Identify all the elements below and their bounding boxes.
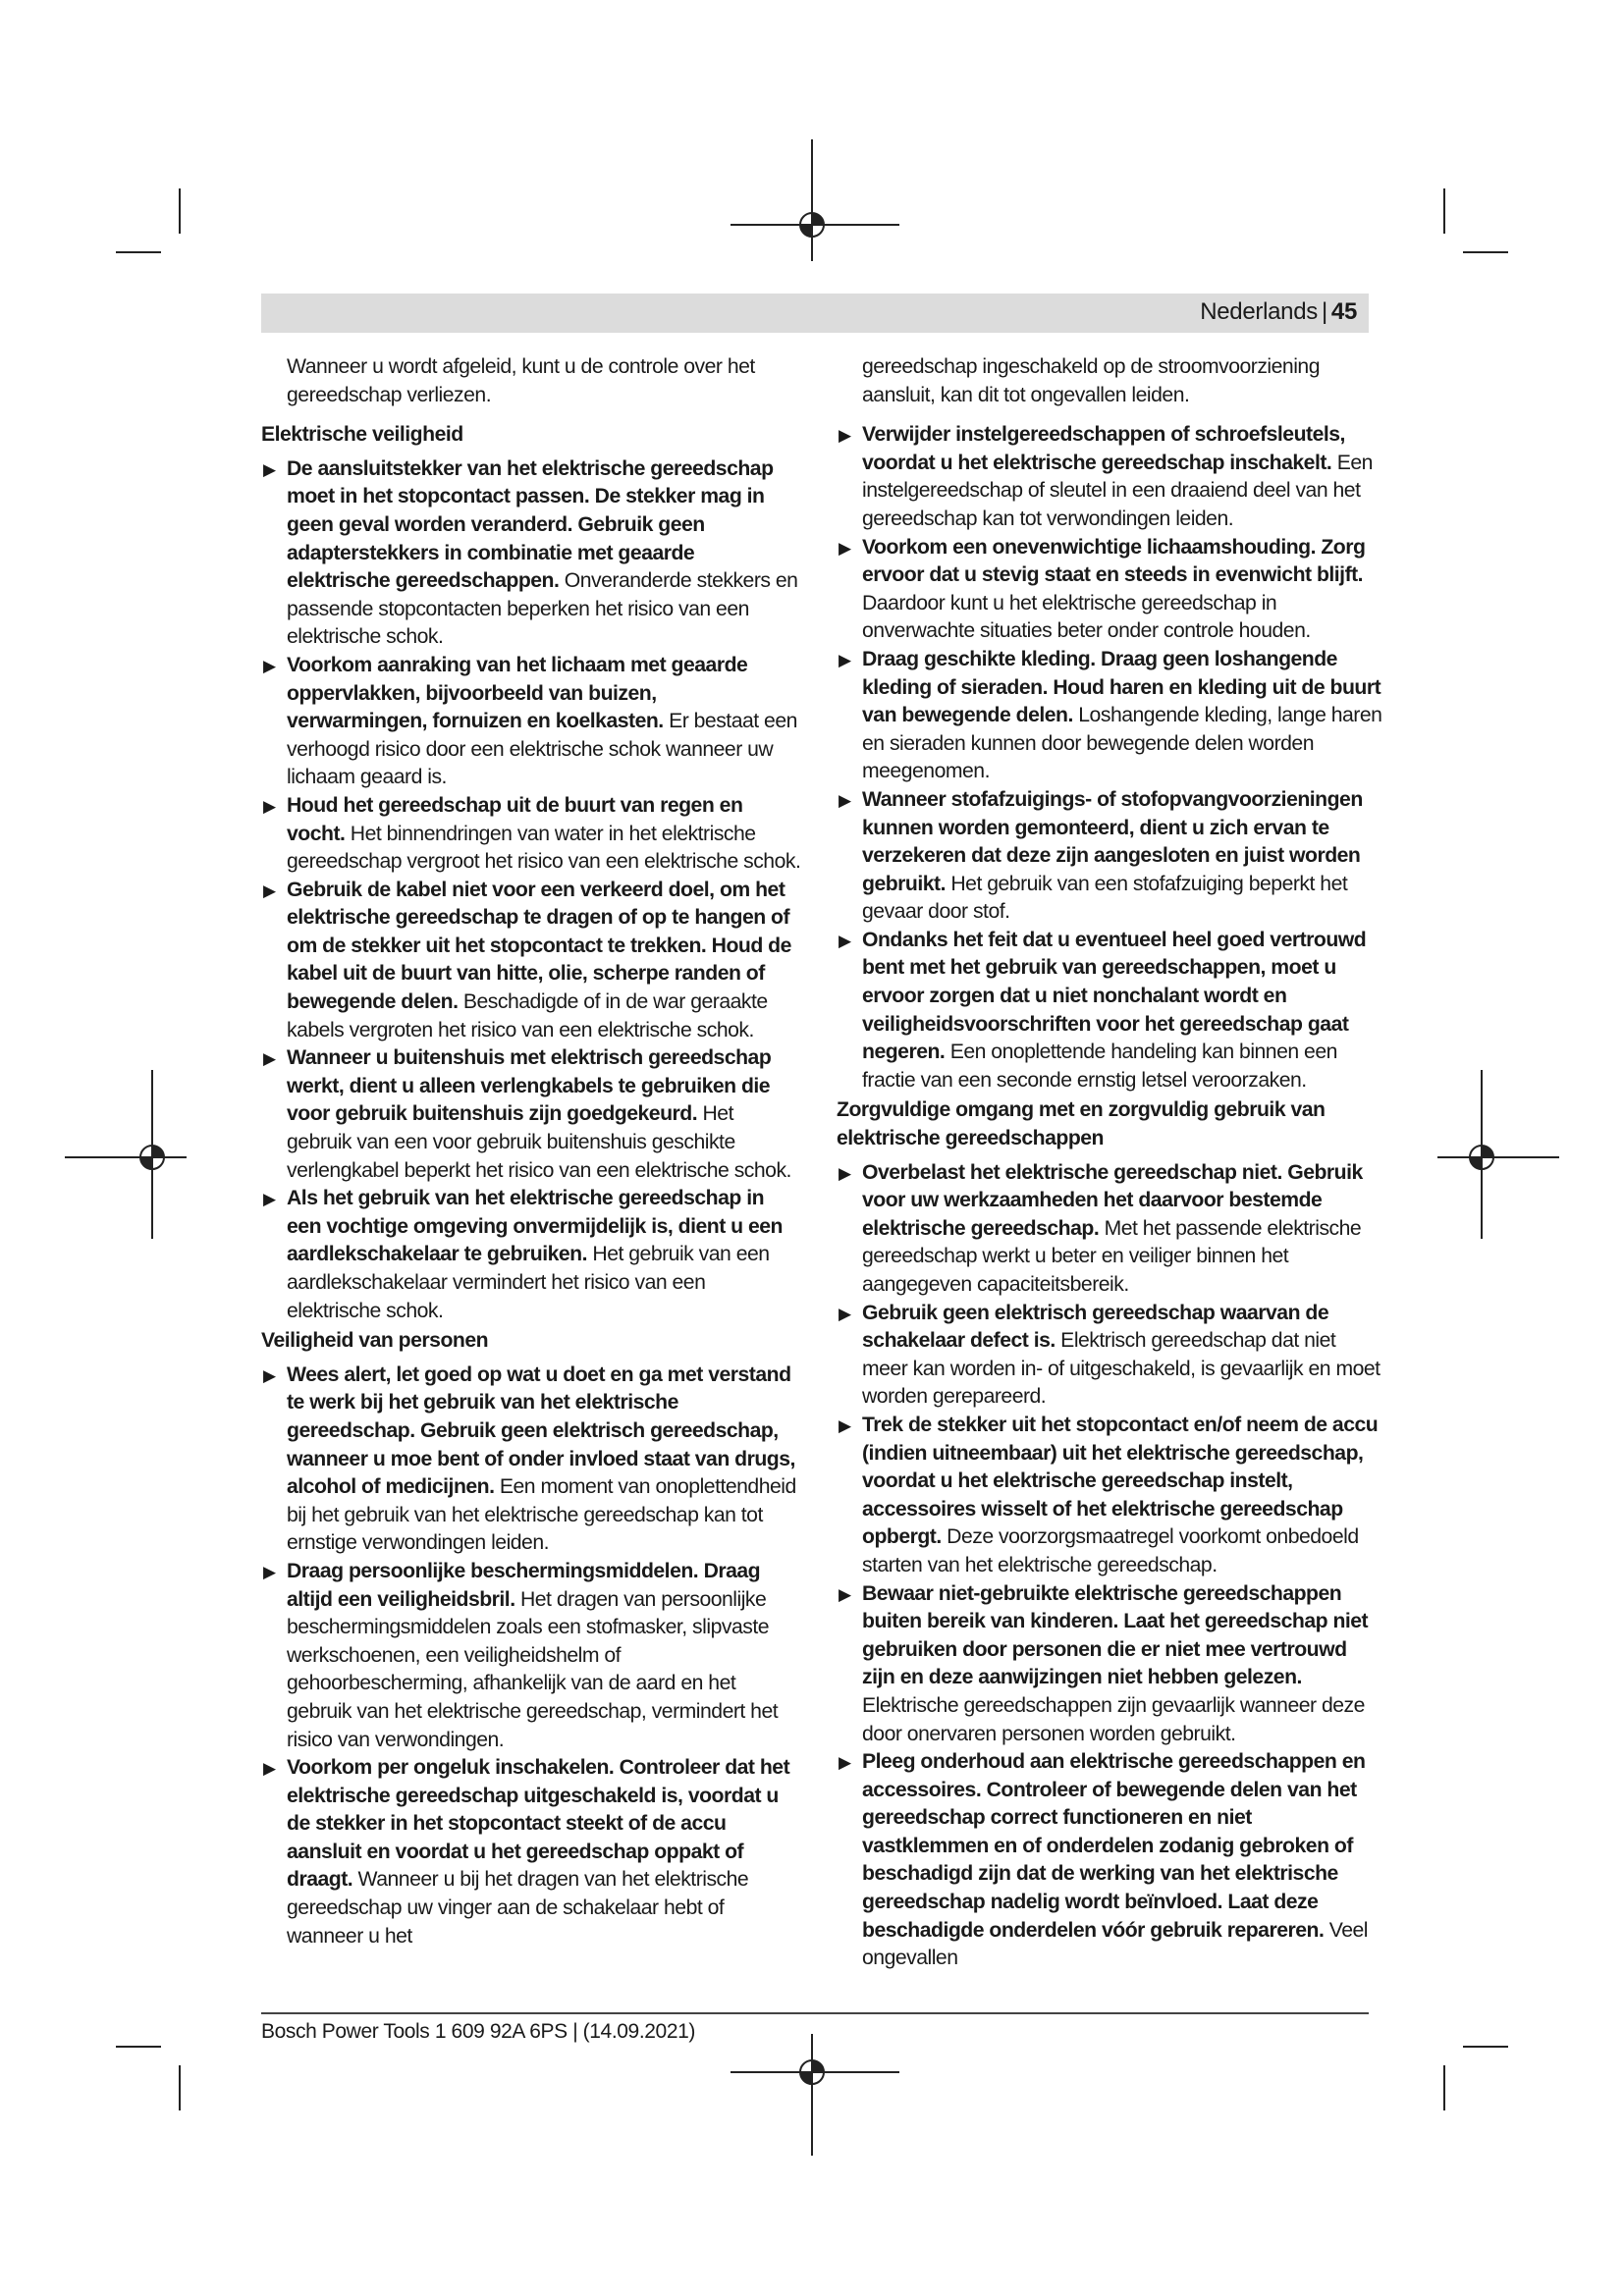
- bullet-arrow-icon: ▶: [263, 1190, 276, 1209]
- warning-bold-text: Wanneer u buitenshuis met elektrisch gereedschap werkt, dient u alleen verlengkabels te gebruiken die voor gebruik buitenshuis zijn goedgekeurd.: [287, 1046, 772, 1126]
- section-title-personal-safety: Veiligheid van personen: [261, 1329, 489, 1353]
- warning-explanation: Een instelgereedschap of sleutel in een draaiend deel van het gereedschap kan tot verwondingen leiden.: [862, 451, 1373, 530]
- registration-target-icon: [1461, 1137, 1502, 1178]
- bullet-arrow-icon: ▶: [839, 650, 851, 669]
- bullet-arrow-icon: ▶: [839, 538, 851, 558]
- warning-bold-text: Voorkom per ongeluk inschakelen. Controleer dat het elektrische gereedschap uitgeschakeld is, voordat u de stekker in het stopcontact steekt of de accu aansluit en voordat u het gereedschap oppakt of draagt.: [287, 1756, 790, 1892]
- footer-rule: [261, 2012, 1369, 2014]
- bullet-arrow-icon: ▶: [263, 459, 276, 479]
- header-language: Nederlands: [1200, 298, 1318, 325]
- crop-mark: [179, 2065, 181, 2110]
- item-list: [261, 455, 801, 1325]
- warning-bold-text: Ondanks het feit dat u eventueel heel goed vertrouwd bent met het gebruik van gereedschappen, moet u ervoor zorgen dat u niet nonchalant wordt en veiligheidsvoorschriften voor het gereedschap gaat negeren.: [862, 928, 1367, 1064]
- right-column: [837, 353, 1382, 1973]
- page-number: 45: [1330, 298, 1357, 325]
- warning-bold-text: Gebruik de kabel niet voor een verkeerd doel, om het elektrische gereedschap te dragen of op te hangen of om de stekker uit het stopcontact te trekken. Houd de kabel uit de buurt van hitte, olie, scherpe randen of bewegende delen.: [287, 878, 791, 1014]
- warning-item: [261, 455, 801, 652]
- warning-explanation: Het binnendringen van water in het elektrische gereedschap vergroot het risico van een elektrische schok.: [287, 822, 801, 874]
- warning-item: [837, 1300, 1382, 1412]
- page-footer: Bosch Power Tools 1 609 92A 6PS | (14.09.2021): [261, 2020, 695, 2043]
- bullet-arrow-icon: ▶: [263, 1365, 276, 1385]
- bullet-arrow-icon: ▶: [263, 1049, 276, 1069]
- warning-item: [837, 534, 1382, 646]
- registration-target-icon: [132, 1137, 173, 1178]
- warning-item: [261, 792, 801, 877]
- bullet-arrow-icon: ▶: [263, 656, 276, 675]
- warning-bold-text: De aansluitstekker van het elektrische gereedschap moet in het stopcontact passen. De stekker mag in geen geval worden veranderd. Gebruik geen adapterstekkers in combinatie met geaarde elektrische gereedschappen.: [287, 456, 774, 593]
- crop-mark: [1463, 251, 1508, 253]
- warning-item: [261, 652, 801, 792]
- warning-item: [261, 877, 801, 1045]
- continuation-text: gereedschap ingeschakeld op de stroomvoorziening aansluit, kan dit tot ongevallen leiden.: [862, 355, 1320, 406]
- warning-bold-text: Als het gebruik van het elektrische gereedschap in een vochtige omgeving onvermijdelijk is, dient u een aardlekschakelaar te gebruiken.: [287, 1187, 783, 1266]
- crop-mark: [116, 251, 161, 253]
- left-column: [261, 353, 801, 1950]
- bullet-arrow-icon: ▶: [839, 1753, 851, 1773]
- warning-bold-text: Wees alert, let goed op wat u doet en ga met verstand te werk bij het gebruik van het elektrische gereedschap. Gebruik geen elektrisch gereedschap, wanneer u moe bent of onder invloed staat van drugs, alcohol of medicijnen.: [287, 1362, 795, 1499]
- bullet-arrow-icon: ▶: [839, 1415, 851, 1435]
- header-label: [1200, 298, 1357, 326]
- warning-item: [837, 1412, 1382, 1580]
- warning-explanation: Deze voorzorgsmaatregel voorkomt onbedoeld starten van het elektrische gereedschap.: [862, 1525, 1359, 1576]
- warning-explanation: Elektrische gereedschappen zijn gevaarlijk wanneer deze door onervaren personen worden gebruikt.: [862, 1693, 1365, 1745]
- item-list: [837, 421, 1382, 1095]
- warning-bold-text: Voorkom een onevenwichtige lichaamshouding. Zorg ervoor dat u stevig staat en steeds in evenwicht blijft.: [862, 535, 1366, 587]
- warning-item: [261, 1558, 801, 1754]
- warning-explanation: Het dragen van persoonlijke beschermingsmiddelen zoals een stofmasker, slipvaste werkschoenen, een veiligheidshelm of gehoorbescherming, afhankelijk van de aard en het gebruik van het elektrische gereedschap, vermindert het risico van verwondingen.: [287, 1587, 779, 1751]
- warning-item: [837, 1580, 1382, 1749]
- warning-explanation: Loshangende kleding, lange haren en sieraden kunnen door bewegende delen worden meegenomen.: [862, 704, 1382, 783]
- registration-target-icon: [791, 204, 833, 245]
- header-separator: |: [1321, 298, 1327, 325]
- bullet-arrow-icon: ▶: [839, 790, 851, 810]
- section-title-careful-use: Zorgvuldige omgang met en zorgvuldig gebruik van elektrische gereedschappen: [837, 1098, 1326, 1150]
- warning-explanation: Wanneer u bij het dragen van het elektrische gereedschap uw vinger aan de schakelaar hebt of wanneer u het: [287, 1868, 749, 1948]
- warning-explanation: Met het passende elektrische gereedschap werkt u beter en veiliger binnen het aangegeven capaciteitsbereik.: [862, 1216, 1362, 1296]
- warning-explanation: Veel ongevallen: [862, 1918, 1368, 1970]
- bullet-arrow-icon: ▶: [839, 1304, 851, 1323]
- item-list: [837, 1159, 1382, 1973]
- warning-bold-text: Verwijder instelgereedschappen of schroefsleutels, voordat u het elektrische gereedschap inschakelt.: [862, 423, 1345, 474]
- warning-item: [837, 786, 1382, 927]
- crop-mark: [1463, 2046, 1508, 2048]
- bullet-arrow-icon: ▶: [839, 931, 851, 950]
- warning-explanation: Een moment van onoplettendheid bij het gebruik van het elektrische gereedschap kan tot ernstige verwondingen leiden.: [287, 1475, 796, 1555]
- warning-bold-text: Pleeg onderhoud aan elektrische gereedschappen en accessoires. Controleer of bewegende delen van het gereedschap correct functioneren en niet vastklemmen en of onderdelen zodanig gebroken of beschadigd zijn dat de werking van het elektrische gereedschap nadelig wordt beïnvloed. Laat deze beschadigde onderdelen vóór gebruik repareren.: [862, 1750, 1366, 1942]
- bullet-arrow-icon: ▶: [263, 1759, 276, 1779]
- bullet-arrow-icon: ▶: [263, 881, 276, 900]
- crop-mark: [116, 2046, 161, 2048]
- bullet-arrow-icon: ▶: [263, 796, 276, 816]
- section-title-electrical-safety: Elektrische veiligheid: [261, 423, 463, 447]
- warning-explanation: Daardoor kunt u het elektrische gereedschap in onverwachte situaties beter onder controle houden.: [862, 591, 1311, 643]
- bullet-arrow-icon: ▶: [839, 426, 851, 446]
- warning-explanation: Het gebruik van een voor gebruik buitenshuis geschikte verlengkabel beperkt het risico van een elektrische schok.: [287, 1102, 791, 1182]
- warning-bold-text: Voorkom aanraking van het lichaam met geaarde oppervlakken, bijvoorbeeld van buizen, verwarmingen, fornuizen en koelkasten.: [287, 653, 748, 733]
- warning-bold-text: Draag geschikte kleding. Draag geen loshangende kleding of sieraden. Houd haren en kleding uit de buurt van bewegende delen.: [862, 647, 1381, 727]
- warning-explanation: Het gebruik van een aardlekschakelaar vermindert het risico van een elektrische schok.: [287, 1243, 770, 1322]
- warning-bold-text: Bewaar niet-gebruikte elektrische gereedschappen buiten bereik van kinderen. Laat het gereedschap niet gebruiken door personen die er niet mee vertrouwd zijn en deze aanwijzingen niet hebben gelezen.: [862, 1581, 1369, 1689]
- page-header: [261, 294, 1369, 333]
- warning-item: [837, 646, 1382, 786]
- bullet-arrow-icon: ▶: [263, 1562, 276, 1581]
- bullet-arrow-icon: ▶: [839, 1163, 851, 1183]
- item-list: [261, 1362, 801, 1950]
- warning-explanation: Het gebruik van een stofafzuiging beperkt het gevaar door stof.: [862, 872, 1348, 924]
- warning-item: [261, 1362, 801, 1558]
- warning-explanation: Er bestaat een verhoogd risico door een elektrische schok wanneer uw lichaam geaard is.: [287, 710, 797, 789]
- warning-bold-text: Wanneer stofafzuigings- of stofopvangvoorzieningen kunnen worden gemonteerd, dient u zich ervan te verzekeren dat deze zijn aangesloten en juist worden gebruikt.: [862, 787, 1363, 895]
- warning-item: [261, 1185, 801, 1325]
- warning-bold-text: Houd het gereedschap uit de buurt van regen en vocht.: [287, 793, 743, 845]
- warning-item: [837, 421, 1382, 533]
- warning-item: [837, 1748, 1382, 1973]
- crop-mark: [1443, 2065, 1445, 2110]
- warning-explanation: Elektrisch gereedschap dat niet meer kan worden in- of uitgeschakeld, is gevaarlijk en moet worden gerepareerd.: [862, 1329, 1380, 1409]
- warning-bold-text: Draag persoonlijke beschermingsmiddelen. Draag altijd een veiligheidsbril.: [287, 1559, 761, 1611]
- crop-mark: [179, 188, 181, 234]
- bullet-arrow-icon: ▶: [839, 1584, 851, 1604]
- warning-item: [261, 1754, 801, 1950]
- continuation-text: Wanneer u wordt afgeleid, kunt u de controle over het gereedschap verliezen.: [287, 355, 755, 406]
- warning-item: [261, 1044, 801, 1185]
- warning-bold-text: Gebruik geen elektrisch gereedschap waarvan de schakelaar defect is.: [862, 1301, 1329, 1353]
- warning-item: [837, 1159, 1382, 1300]
- crop-mark: [1443, 188, 1445, 234]
- warning-explanation: Een onoplettende handeling kan binnen een fractie van een seconde ernstig letsel veroorzaken.: [862, 1041, 1337, 1092]
- registration-target-icon: [791, 2052, 833, 2093]
- warning-bold-text: Trek de stekker uit het stopcontact en/of neem de accu (indien uitneembaar) uit het elektrische gereedschap, voordat u het elektrische gereedschap instelt, accessoires wisselt of het elektrische gereedschap opbergt.: [862, 1413, 1379, 1549]
- warning-item: [837, 927, 1382, 1095]
- warning-explanation: Onveranderde stekkers en passende stopcontacten beperken het risico van een elektrische schok.: [287, 569, 798, 649]
- warning-explanation: Beschadigde of in de war geraakte kabels vergroten het risico van een elektrische schok.: [287, 990, 768, 1041]
- warning-bold-text: Overbelast het elektrische gereedschap niet. Gebruik voor uw werkzaamheden het daarvoor bestemde elektrische gereedschap.: [862, 1160, 1363, 1240]
